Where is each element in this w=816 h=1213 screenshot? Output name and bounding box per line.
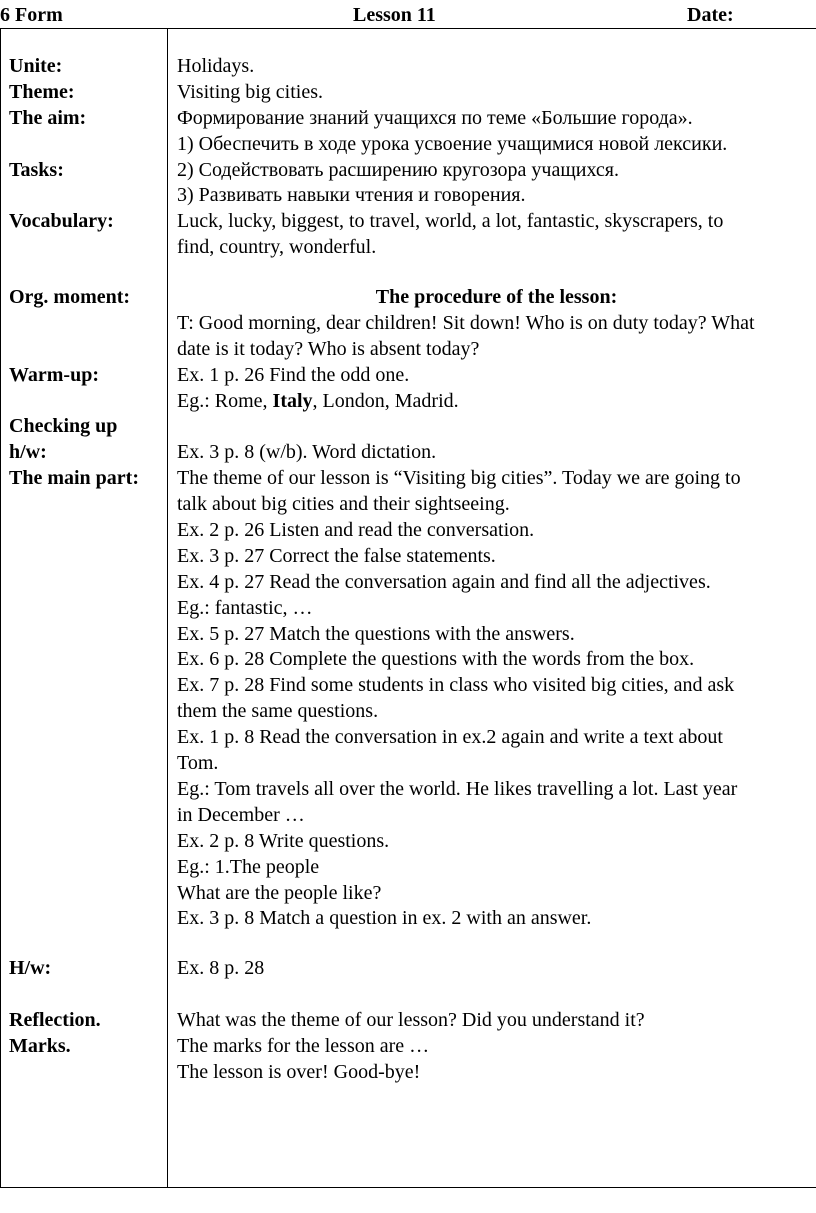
label-hw-short: h/w:	[9, 441, 47, 464]
main-part-line: Ex. 5 p. 27 Match the questions with the answers.	[177, 622, 575, 645]
label-reflection: Reflection.	[9, 1008, 101, 1031]
main-part-line: talk about big cities and their sightseeing.	[177, 493, 510, 516]
vocabulary-line: find, country, wonderful.	[177, 236, 377, 259]
label-marks: Marks.	[9, 1034, 71, 1057]
task-item: 3) Развивать навыки чтения и говорения.	[177, 184, 526, 207]
task-item: 2) Содействовать расширению кругозора учащихся.	[177, 158, 619, 181]
warm-up-line: Ex. 1 p. 26 Find the odd one.	[177, 363, 410, 386]
reflection-line: What was the theme of our lesson? Did you understand it?	[177, 1008, 645, 1031]
main-part-line: them the same questions.	[177, 700, 379, 723]
label-checking-up: Checking up	[9, 415, 118, 438]
date-label: Date:	[687, 4, 734, 26]
org-moment-line: T: Good morning, dear children! Sit down! Who is on duty today? What	[177, 311, 755, 334]
warm-up-odd-word: Italy	[272, 389, 313, 412]
theme-value: Visiting big cities.	[177, 80, 324, 103]
hw-value: Ex. 8 p. 28	[177, 957, 265, 979]
content-block-bottom	[177, 956, 645, 1085]
unite-value: Holidays.	[177, 55, 255, 77]
task-item: 1) Обеспечить в ходе урока усвоение учащимися новой лексики.	[177, 132, 728, 155]
label-org-moment: Org. moment:	[9, 286, 131, 308]
main-part-line: Ex. 2 p. 26 Listen and read the conversation.	[177, 519, 535, 542]
main-part-line: Eg.: 1.The people	[177, 855, 320, 878]
vocabulary-line: Luck, lucky, biggest, to travel, world, a lot, fantastic, skyscrapers, to	[177, 210, 724, 233]
label-theme: Theme:	[9, 80, 75, 103]
page-header	[0, 2, 816, 28]
main-part-line: Eg.: Tom travels all over the world. He likes travelling a lot. Last year	[177, 777, 738, 800]
content-block-procedure	[177, 285, 816, 932]
checking-up-line: Ex. 3 p. 8 (w/b). Word dictation.	[177, 441, 437, 464]
main-part-line: Tom.	[177, 752, 219, 775]
label-block-bottom	[9, 956, 101, 1060]
label-main-part: The main part:	[9, 467, 139, 490]
aim-value: Формирование знаний учащихся по теме «Большие города».	[177, 106, 693, 129]
label-vocabulary: Vocabulary:	[9, 210, 114, 233]
main-part-line: What are the people like?	[177, 881, 382, 904]
main-part-line: The theme of our lesson is “Visiting big cities”. Today we are going to	[177, 467, 741, 490]
main-part-line: Ex. 7 p. 28 Find some students in class who visited big cities, and ask	[177, 674, 735, 697]
main-part-line: in December …	[177, 803, 305, 826]
warm-up-example-prefix: Eg.: Rome,	[177, 389, 273, 412]
warm-up-example-suffix: , London, Madrid.	[312, 389, 459, 412]
label-aim: The aim:	[9, 106, 87, 129]
reflection-line: The lesson is over! Good-bye!	[177, 1060, 421, 1083]
column-divider	[167, 28, 168, 1188]
main-part-line: Eg.: fantastic, …	[177, 596, 313, 619]
content-block-top	[177, 54, 727, 261]
main-part-line: Ex. 6 p. 28 Complete the questions with the words from the box.	[177, 648, 695, 671]
form-label: 6 Form	[0, 4, 63, 26]
label-hw: H/w:	[9, 957, 52, 979]
main-part-line: Ex. 2 p. 8 Write questions.	[177, 829, 390, 852]
main-part-line: Ex. 4 p. 27 Read the conversation again and find all the adjectives.	[177, 570, 711, 593]
main-part-line: Ex. 3 p. 8 Match a question in ex. 2 with an answer.	[177, 907, 592, 930]
label-tasks: Tasks:	[9, 158, 64, 181]
main-part-line: Ex. 3 p. 27 Correct the false statements.	[177, 544, 496, 567]
label-warm-up: Warm-up:	[9, 363, 99, 386]
lesson-title: Lesson 11	[353, 4, 436, 26]
org-moment-line: date is it today? Who is absent today?	[177, 337, 480, 360]
procedure-title: The procedure of the lesson:	[375, 286, 618, 308]
label-unite: Unite:	[9, 55, 63, 77]
main-part-line: Ex. 1 p. 8 Read the conversation in ex.2 again and write a text about	[177, 726, 723, 749]
warm-up-example	[177, 389, 816, 415]
reflection-line: The marks for the lesson are …	[177, 1034, 430, 1057]
label-block-middle	[9, 285, 139, 492]
label-block-top	[9, 54, 114, 235]
